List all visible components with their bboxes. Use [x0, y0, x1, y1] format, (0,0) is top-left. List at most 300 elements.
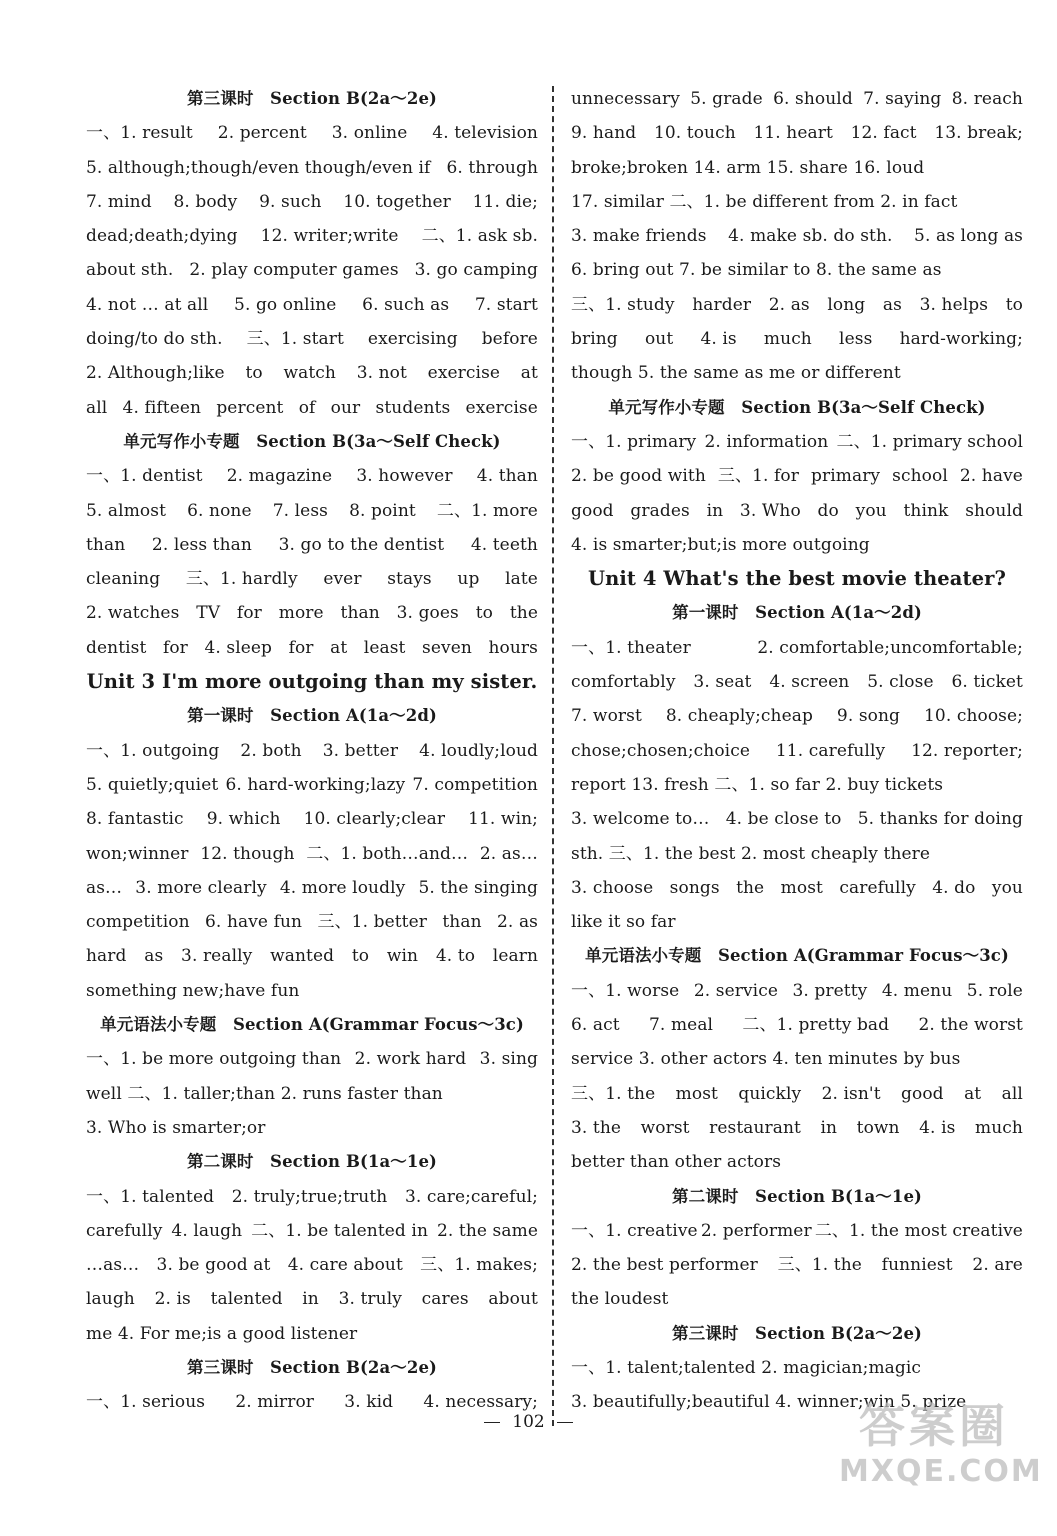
answer-line [571, 1111, 1023, 1145]
answer-token: at [964, 1083, 982, 1104]
answer-token: comfortably [571, 672, 676, 693]
answer-token: 10. touch [653, 123, 736, 144]
answer-token: dead;death;dying [86, 226, 238, 247]
answer-token: 5. as long as [914, 226, 1023, 247]
answer-line [571, 1214, 1023, 1248]
answer-line [86, 802, 538, 836]
answer-token: grades [630, 500, 690, 521]
answer-line [86, 322, 538, 356]
answer-token: 6. hard-working;lazy [225, 774, 406, 795]
answer-line [571, 322, 1023, 356]
answer-token: 三、1. the [571, 1083, 656, 1104]
answer-token: 6. act [571, 1015, 620, 1036]
answer-token: 三、1. study [571, 294, 675, 315]
answer-line: though 5. the same as me or different [571, 363, 901, 384]
answer-token: 4. is [700, 329, 737, 350]
answer-token: 4. than [476, 466, 538, 487]
answer-token: most [675, 1083, 718, 1104]
answer-token: 5. although;though/even though/even if [86, 157, 431, 178]
answer-token: 2. work hard [354, 1049, 467, 1070]
answer-token: late [505, 569, 538, 590]
answer-token: bring [571, 329, 618, 350]
left-column [86, 82, 538, 1420]
answer-token: than [86, 534, 126, 555]
answer-token: good [901, 1083, 944, 1104]
answer-line [86, 939, 538, 973]
unit-title: Unit 4 What's the best movie theater? [587, 567, 1006, 591]
answer-token: 3. go to the dentist [278, 534, 445, 555]
answer-token: win [386, 946, 419, 967]
answer-token: 2. mirror [235, 1392, 315, 1413]
answer-token: 4. do [932, 877, 976, 898]
answer-token: 3. helps [919, 294, 989, 315]
answer-token: 3. pretty [792, 980, 868, 1001]
answer-token: 7. saying [863, 89, 942, 109]
answer-token: harder [692, 294, 752, 315]
answer-token: for [236, 603, 262, 624]
answer-token: at [520, 363, 538, 384]
answer-token: 3. be good at [156, 1255, 271, 1276]
answer-token: 4. television [432, 123, 538, 144]
answer-token: 4. screen [769, 672, 850, 693]
answer-line: 3. beautifully;beautiful 4. winner;win 5. prize [571, 1392, 967, 1413]
answer-token: 9. which [206, 809, 281, 830]
answer-token: 8. body [173, 191, 238, 212]
right-column [571, 82, 1023, 1420]
answer-token: about sth. [86, 260, 174, 281]
answer-token: …as… [86, 1255, 140, 1276]
answer-token: 一、1. result [86, 123, 193, 144]
answer-line [86, 768, 538, 802]
answer-token: carefully [839, 877, 916, 898]
answer-token: 三、1. hardly [185, 569, 298, 590]
answer-token: 3. truly [338, 1289, 402, 1310]
answer-token: 6. such as [362, 294, 450, 315]
answer-token: 4. not … at all [86, 294, 209, 315]
answer-token: 二、1. both…and… [306, 843, 469, 864]
answer-token: TV [196, 603, 221, 624]
answer-token: 4. is [919, 1117, 956, 1138]
answer-line: 6. bring out 7. be similar to 8. the same as [571, 260, 942, 281]
answer-token: 12. writer;write [260, 226, 399, 247]
answer-line [571, 699, 1023, 733]
answer-token: percent [216, 397, 284, 418]
answer-line [86, 528, 538, 562]
answer-token: won;winner [86, 843, 189, 864]
answer-token: seven [422, 637, 472, 658]
answer-token: 一、1. dentist [86, 466, 203, 487]
answer-token: carefully [86, 1220, 163, 1241]
page-number-text: 102 [512, 1412, 545, 1432]
answer-token: 三、1. for [717, 466, 799, 487]
answer-token: 3. more clearly [135, 877, 267, 898]
answer-token: 7. start [474, 294, 538, 315]
answer-line [86, 459, 538, 493]
answer-token: more [278, 603, 324, 624]
answer-token: 三、1. makes; [420, 1255, 538, 1276]
answer-line [86, 905, 538, 939]
answer-token: competition [86, 912, 190, 933]
answer-token: 3. better [322, 740, 399, 761]
answer-token: 2. is [154, 1289, 191, 1310]
answer-token: 二、1. be talented in [251, 1220, 429, 1241]
answer-token: 2. truly;true;truth [231, 1186, 388, 1207]
answer-line: me 4. For me;is a good listener [86, 1323, 358, 1344]
unit-title: Unit 3 I'm more outgoing than my sister. [86, 670, 538, 694]
answer-token: 11. die; [472, 191, 538, 212]
section-heading: 单元写作小专题 Section B(3a～Self Check) [608, 397, 986, 417]
answer-token: 8. fantastic [86, 809, 184, 830]
answer-token: 4. necessary; [423, 1392, 538, 1413]
answer-token: out [644, 329, 674, 350]
answer-token: 11. win; [468, 809, 538, 830]
answer-token: long [827, 294, 866, 315]
answer-line [571, 1077, 1023, 1111]
answer-line: 一、1. talent;talented 2. magician;magic [571, 1357, 922, 1378]
answer-token: 二、1. primary school [836, 431, 1023, 452]
answer-line [86, 562, 538, 596]
answer-token: chose;chosen;choice [571, 740, 751, 761]
answer-token: unnecessary [571, 89, 680, 109]
answer-token: should [965, 500, 1023, 521]
answer-token: stays [387, 569, 432, 590]
answer-line [571, 116, 1023, 150]
answer-token: restaurant [709, 1117, 801, 1138]
answer-line [86, 253, 538, 287]
answer-line [571, 288, 1023, 322]
answer-token: to [1005, 294, 1023, 315]
answer-token: quickly [738, 1083, 802, 1104]
answer-token: 5. close [867, 672, 934, 693]
answer-line: like it so far [571, 912, 676, 933]
answer-token: all [1001, 1083, 1023, 1104]
answer-token: about [488, 1289, 538, 1310]
answer-token: 3. kid [344, 1392, 394, 1413]
answer-token: to [245, 363, 263, 384]
answer-token: most [780, 877, 823, 898]
answer-line [86, 837, 538, 871]
answer-token: 2. both [240, 740, 302, 761]
answer-line: the loudest [571, 1289, 669, 1310]
answer-line [86, 151, 538, 185]
answer-token: 9. such [259, 191, 322, 212]
answer-token: 2. isn't [821, 1083, 881, 1104]
answer-line: 4. is smarter;but;is more outgoing [571, 534, 870, 555]
answer-token: you [991, 877, 1023, 898]
answer-token: in [820, 1117, 838, 1138]
answer-token: exercise [465, 397, 538, 418]
answer-token: 2. as [497, 912, 538, 933]
answer-token: hard [86, 946, 127, 967]
answer-line [571, 734, 1023, 768]
answer-token: 2. be good with [571, 466, 706, 487]
section-heading: 第二课时 Section B(1a～1e) [672, 1186, 922, 1206]
answer-token: town [856, 1117, 900, 1138]
answer-token: 一、1. creative [571, 1220, 698, 1241]
answer-token: before [481, 329, 538, 350]
answer-token: 一、1. talented [86, 1186, 215, 1207]
answer-line [86, 356, 538, 390]
answer-token: to [351, 946, 370, 967]
answer-token: as… [86, 877, 123, 898]
answer-line: 3. Who is smarter;or [86, 1117, 266, 1138]
answer-token: 4. laugh [171, 1220, 243, 1241]
answer-token: 4. fifteen [122, 397, 202, 418]
answer-token: 8. reach [951, 89, 1023, 109]
answer-token: less [839, 329, 873, 350]
answer-token: 2. magazine [226, 466, 333, 487]
answer-token: watch [283, 363, 336, 384]
answer-line [571, 219, 1023, 253]
answer-token: 11. heart [753, 123, 833, 144]
answer-line [571, 494, 1023, 528]
answer-line: report 13. fresh 二、1. so far 2. buy tickets [571, 774, 944, 795]
answer-token: 9. song [836, 706, 901, 727]
answer-token: do [817, 500, 839, 521]
answer-token: 3. choose [571, 877, 654, 898]
section-heading: 第一课时 Section A(1a～2d) [672, 603, 922, 623]
answer-token: 2. Although;like [86, 363, 225, 384]
answer-token: primary [811, 466, 881, 487]
answer-token: 3. seat [693, 672, 752, 693]
answer-token: 5. thanks for doing [857, 809, 1023, 830]
answer-line [86, 1214, 538, 1248]
answer-token: 一、1. outgoing [86, 740, 220, 761]
answer-token: 11. carefully [775, 740, 886, 761]
answer-token: 10. clearly;clear [303, 809, 446, 830]
answer-token: 5. quietly;quiet [86, 774, 219, 795]
watermark-chinese: 答案圈 [859, 1399, 1009, 1453]
answer-token: 2. information [704, 431, 829, 452]
answer-token: 8. point [349, 500, 416, 521]
answer-token: school [892, 466, 948, 487]
section-heading: 单元语法小专题 Section A(Grammar Focus～3c) [100, 1015, 524, 1035]
answer-token: students [375, 397, 451, 418]
section-heading: 第三课时 Section B(2a～2e) [672, 1323, 922, 1343]
answer-token: 4. loudly;loud [419, 740, 538, 761]
answer-token: 4. sleep [204, 637, 273, 658]
answer-token: all [86, 397, 108, 418]
answer-token: for [162, 637, 188, 658]
answer-line [571, 425, 1023, 459]
answer-token: than [340, 603, 380, 624]
answer-token: 4. more loudly [279, 877, 406, 898]
section-heading: 第三课时 Section B(2a～2e) [187, 89, 437, 108]
answer-token: 10. choose; [923, 706, 1023, 727]
answer-token: 5. the singing [418, 877, 538, 898]
answer-token: of [298, 397, 316, 418]
answer-token: 12. fact [850, 123, 917, 144]
answer-token: 12. though [200, 843, 295, 864]
answer-line: 17. similar 二、1. be different from 2. in fact [571, 191, 958, 212]
answer-token: for [288, 637, 314, 658]
answer-line [571, 1248, 1023, 1282]
answer-token: 二、1. more [436, 500, 538, 521]
answer-token: 2. less than [151, 534, 252, 555]
answer-token: 二、1. ask sb. [421, 226, 538, 247]
answer-token: laugh [86, 1289, 135, 1310]
answer-token: ever [323, 569, 362, 590]
answer-line [571, 974, 1023, 1008]
answer-line: sth. 三、1. the best 2. most cheaply there [571, 843, 931, 864]
answer-token: at [330, 637, 348, 658]
answer-token: 三、1. start [246, 329, 344, 350]
answer-token: 3. really [181, 946, 253, 967]
answer-line [571, 459, 1023, 493]
answer-token: 2. as… [479, 843, 538, 864]
answer-token: 一、1. serious [86, 1392, 206, 1413]
answer-token: 二、1. the most creative [814, 1220, 1023, 1241]
answer-line [86, 631, 538, 665]
answer-line [86, 116, 538, 150]
answer-line [86, 871, 538, 905]
answer-token: 4. to [435, 946, 476, 967]
answer-line [86, 1282, 538, 1316]
answer-token: you [855, 500, 887, 521]
answer-line: service 3. other actors 4. ten minutes by bus [571, 1049, 961, 1070]
answer-token: 2. percent [217, 123, 307, 144]
answer-token: 13. break; [934, 123, 1023, 144]
answer-token: in [302, 1289, 319, 1310]
answer-token: 4. be close to [725, 809, 842, 830]
answer-line [571, 802, 1023, 836]
answer-line [86, 1248, 538, 1282]
answer-token: the [736, 877, 765, 898]
watermark-site: MXQE.COM [839, 1454, 1043, 1489]
answer-token: the [509, 603, 538, 624]
answer-token: 3. the [571, 1117, 622, 1138]
section-heading: 第二课时 Section B(1a～1e) [187, 1152, 437, 1172]
answer-token: 一、1. be more outgoing than [86, 1049, 342, 1070]
answer-token: 7. competition [412, 774, 538, 795]
answer-token: exercise [427, 363, 501, 384]
answer-token: cleaning [86, 569, 161, 590]
answer-token: 3. go camping [414, 260, 538, 281]
answer-line: well 二、1. taller;than 2. runs faster than [86, 1083, 443, 1104]
answer-token: much [974, 1117, 1023, 1138]
answer-line [86, 1180, 538, 1214]
answer-line: something new;have fun [86, 980, 300, 1001]
column-divider [552, 86, 554, 1426]
answer-token: 6. have fun [205, 912, 303, 933]
section-heading: 单元语法小专题 Section A(Grammar Focus～3c) [585, 946, 1009, 966]
answer-token: 一、1. primary [571, 431, 697, 452]
answer-token: 4. menu [881, 980, 953, 1001]
answer-token: 2. service [693, 980, 778, 1001]
answer-token: as [882, 294, 902, 315]
answer-token: in [706, 500, 724, 521]
answer-token: 6. through [446, 157, 538, 178]
answer-token: 5. grade [690, 89, 763, 109]
answer-token: than [442, 912, 482, 933]
answer-token: 9. hand [571, 123, 637, 144]
watermark-logo [839, 1398, 1043, 1508]
answer-token: cares [421, 1289, 469, 1310]
answer-line [86, 391, 538, 425]
answer-line [571, 871, 1023, 905]
answer-token: exercising [367, 329, 458, 350]
answer-token: 3. online [331, 123, 408, 144]
answer-token: 5. go online [234, 294, 337, 315]
answer-line: broke;broken 14. arm 15. share 16. loud [571, 157, 925, 178]
answer-token: 5. almost [86, 500, 167, 521]
answer-token: 2. have [959, 466, 1023, 487]
answer-token: learn [492, 946, 538, 967]
answer-token: 3. sing [479, 1049, 538, 1070]
answer-token: 3. welcome to… [571, 809, 710, 830]
answer-token: 2. performer [700, 1220, 812, 1241]
answer-token: 6. none [187, 500, 252, 521]
answer-token: 2. watches [86, 603, 180, 624]
answer-token: songs [669, 877, 720, 898]
answer-line [86, 494, 538, 528]
answer-token: hours [488, 637, 538, 658]
answer-token: wanted [270, 946, 335, 967]
answer-token: 4. make sb. do sth. [728, 226, 893, 247]
answer-token: 三、1. the [777, 1255, 862, 1276]
answer-token: 6. should [773, 89, 853, 109]
answer-token: 2. the worst [918, 1015, 1023, 1036]
answer-token: 10. together [343, 191, 451, 212]
answer-line [571, 82, 1023, 116]
answer-token: hard-working; [899, 329, 1023, 350]
section-heading: 单元写作小专题 Section B(3a～Self Check) [123, 431, 501, 451]
answer-token: 三、1. better [317, 912, 427, 933]
answer-token: 4. teeth [470, 534, 538, 555]
answer-token: 2. the best performer [571, 1255, 758, 1276]
answer-token: 7. worst [571, 706, 642, 727]
answer-line [571, 631, 1023, 665]
answer-line [86, 1042, 538, 1076]
answer-token: good [571, 500, 614, 521]
answer-token: 2. as [768, 294, 810, 315]
answer-line [86, 596, 538, 630]
answer-token: 2. are [972, 1255, 1023, 1276]
answer-line [86, 288, 538, 322]
answer-token: 7. less [272, 500, 328, 521]
answer-line [86, 219, 538, 253]
answer-token: 5. role [966, 980, 1023, 1001]
answer-token: funniest [881, 1255, 953, 1276]
answer-token: 一、1. theater [571, 637, 691, 658]
answer-token: 一、1. worse [571, 980, 680, 1001]
answer-token: 6. ticket [951, 672, 1023, 693]
answer-line [571, 1008, 1023, 1042]
answer-token: 3. care;careful; [404, 1186, 538, 1207]
answer-token: 3. not [356, 363, 407, 384]
answer-token: least [363, 637, 406, 658]
answer-token: much [763, 329, 812, 350]
answer-token: our [330, 397, 361, 418]
section-heading: 第一课时 Section A(1a～2d) [187, 706, 437, 726]
answer-token: 3. however [356, 466, 453, 487]
answer-line [86, 734, 538, 768]
answer-token: dentist [86, 637, 147, 658]
answer-token: doing/to do sth. [86, 329, 223, 350]
answer-token: 7. meal [649, 1015, 714, 1036]
answer-token: to [475, 603, 493, 624]
answer-token: 7. mind [86, 191, 152, 212]
answer-token: up [457, 569, 480, 590]
section-heading: 第三课时 Section B(2a～2e) [187, 1357, 437, 1377]
answer-token: 2. play computer games [189, 260, 399, 281]
answer-token: 3. goes [396, 603, 459, 624]
answer-line: better than other actors [571, 1152, 782, 1173]
answer-token: 4. care about [287, 1255, 403, 1276]
answer-token: 12. reporter; [911, 740, 1023, 761]
answer-token: as [144, 946, 164, 967]
answer-token: 二、1. pretty bad [742, 1015, 890, 1036]
